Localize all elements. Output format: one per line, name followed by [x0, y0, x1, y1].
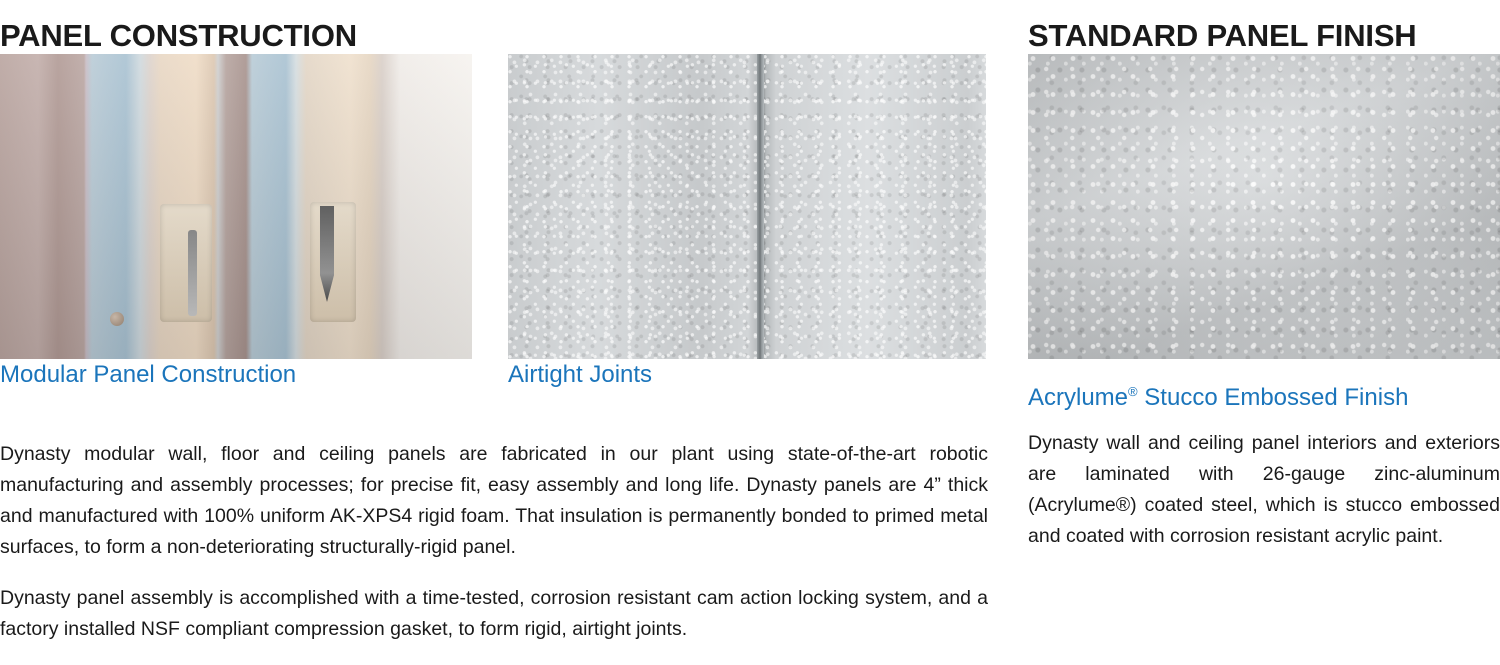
- section-heading-standard-panel-finish: STANDARD PANEL FINISH: [1028, 17, 1417, 53]
- column-standard-panel-finish: [1028, 54, 1500, 572]
- panel-joint-seam: [757, 54, 764, 359]
- registered-trademark-icon: ®: [1128, 384, 1138, 399]
- panel-construction-photo: [0, 54, 472, 359]
- caption-acrylume-stucco-finish: [1028, 383, 1500, 413]
- paragraph-panel-assembly: Dynasty panel assembly is accomplished with a time-tested, corrosion resistant cam action locking system, and a factory installed NSF compliant compression gasket, to form rigid, airtight joints.: [0, 587, 988, 640]
- paragraph-panel-fabrication: Dynasty modular wall, floor and ceiling panels are fabricated in our plant using state-of-the-art robotic manufacturing and assembly processes; for precise fit, easy assembly and long life. Dynasty panels are 4” thick and manufactured with 100% uniform AK-XPS4 rigid foam. That insulation is permanently bonded to primed metal surfaces, to form a non-deteriorating structurally-rigid panel.: [0, 443, 988, 558]
- caption-airtight-joints: Airtight Joints: [508, 361, 653, 388]
- body-text-panel-construction: [0, 424, 988, 665]
- column-airtight-joints: [508, 54, 986, 359]
- stucco-finish-photo: [1028, 54, 1500, 359]
- section-heading-panel-construction: PANEL CONSTRUCTION: [0, 17, 357, 53]
- caption-acrylume-suffix: Stucco Embossed Finish: [1137, 384, 1409, 411]
- column-modular-panel: [0, 54, 472, 359]
- airtight-joint-photo: [508, 54, 986, 359]
- caption-acrylume-text: Acrylume: [1028, 384, 1129, 411]
- panel-photo-shading: [0, 54, 472, 359]
- caption-modular-panel-construction: Modular Panel Construction: [0, 361, 297, 388]
- paragraph-acrylume-finish: Dynasty wall and ceiling panel interiors and exteriors are laminated with 26-gauge zinc-aluminum (Acrylume®) coated steel, which is stucco embossed and coated with corrosion resistant acrylic paint.: [1028, 432, 1500, 547]
